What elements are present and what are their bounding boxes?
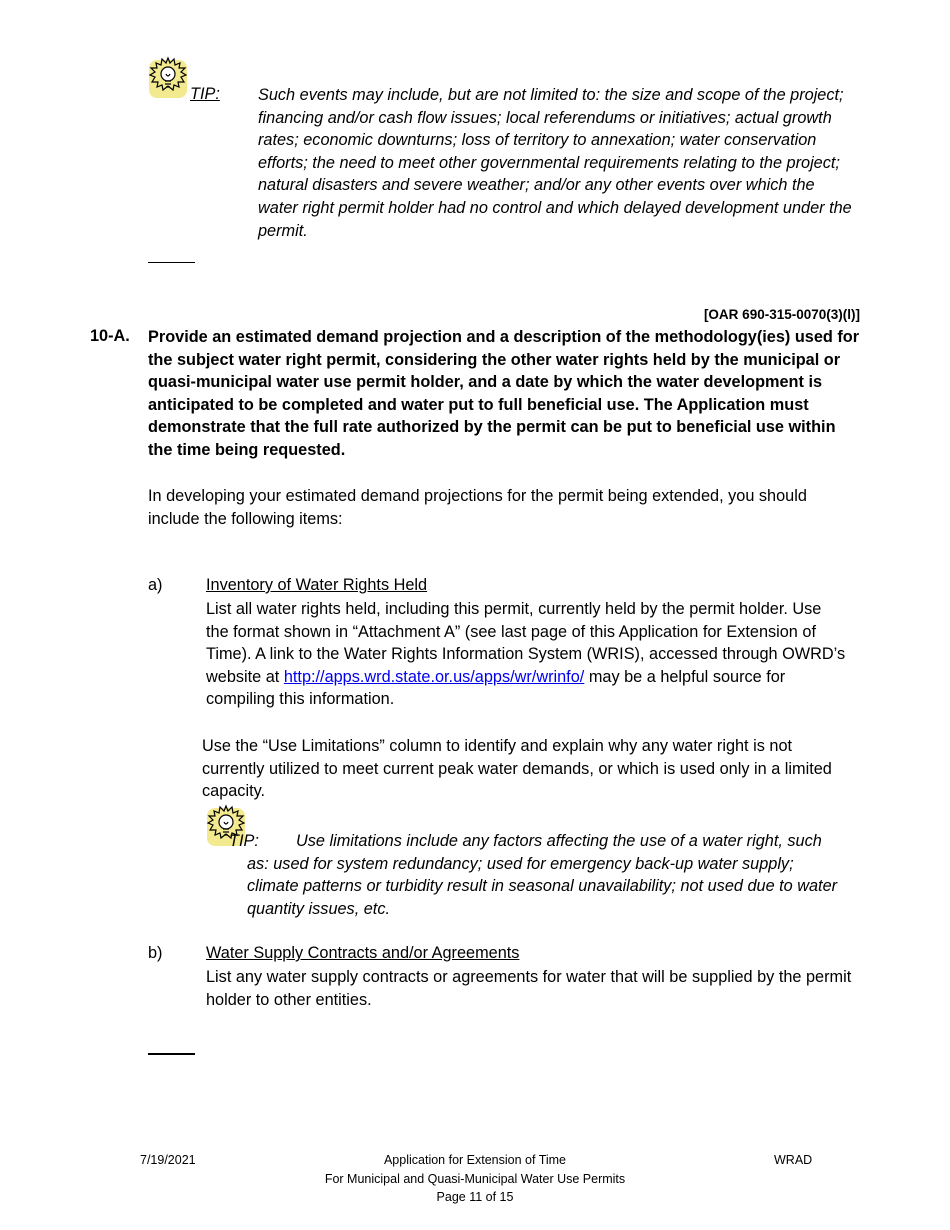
footer-title-line1: Application for Extension of Time	[383, 1153, 567, 1167]
item-b-text: List any water supply contracts or agreements for water that will be supplied by the permit holder to other entities.	[206, 968, 852, 1009]
divider	[148, 262, 195, 263]
oar-citation: [OAR 690-315-0070(3)(l)]	[703, 307, 860, 322]
tip-label: TIP:	[190, 85, 220, 103]
item-b-letter: b)	[148, 944, 163, 962]
item-a-letter: a)	[148, 576, 163, 594]
lightbulb-icon	[146, 54, 190, 100]
wris-link[interactable]: http://apps.wrd.state.or.us/apps/wr/wrinfo/	[283, 667, 585, 686]
section-number: 10-A.	[90, 327, 130, 345]
section-heading: Provide an estimated demand projection and a description of the methodology(ies) used for the subject water right permit, considering the other water rights held by the municipal or quasi-municipal water use permit holder, and a date by which the water development is anticipated to be completed and water put to full beneficial use. The Application must demonstrate that the full rate authorized by the permit can be put to beneficial use within the time being requested.	[148, 328, 860, 459]
tip2-text-block	[229, 830, 847, 920]
item-a-text-after: may be a helpful source for compiling this information.	[206, 667, 786, 709]
item-a-title: Inventory of Water Rights Held	[206, 576, 428, 594]
section-intro: In developing your estimated demand projections for the permit being extended, you should include the following items:	[148, 487, 807, 528]
tip2-label: TIP:	[229, 832, 259, 850]
item-a-text-before: List all water rights held, including this permit, currently held by the permit holder. Use the format shown in “Attachment A” (see last page of this Application for Extension of Time). A link to the Water Rights Information System (WRIS), accessed through OWRD’s website at	[206, 600, 846, 686]
tip-text: Such events may include, but are not limited to: the size and scope of the project; financing and/or cash flow issues; local referendums or initiatives; actual growth rates; economic downturns; loss of territory to annexation; water conservation efforts; the need to meet other governmental requirements relating to the project; natural disasters and severe weather; and/or any other events over which the water right permit holder had no control and which delayed development under the permit.	[258, 86, 852, 240]
footer-date: 7/19/2021	[140, 1153, 196, 1167]
footer-agency: WRAD	[774, 1153, 813, 1167]
footer-title	[250, 1151, 700, 1207]
item-b-title: Water Supply Contracts and/or Agreements	[206, 944, 520, 962]
tip2-text: Use limitations include any factors affecting the use of a water right, such as: used for system redundancy; used for emergency back-up water supply; climate patterns or turbidity result in seasonal unavailability; not used due to water quantity issues, etc.	[247, 832, 838, 918]
divider	[148, 1053, 195, 1055]
item-a-text	[206, 598, 846, 711]
use-limitations-text: Use the “Use Limitations” column to identify and explain why any water right is not currently utilized to meet current peak water demands, or which is used only in a limited capacity.	[202, 737, 832, 801]
footer-title-line2: For Municipal and Quasi-Municipal Water Use Permits	[324, 1171, 626, 1186]
footer-page-number: Page 11 of 15	[436, 1190, 514, 1204]
